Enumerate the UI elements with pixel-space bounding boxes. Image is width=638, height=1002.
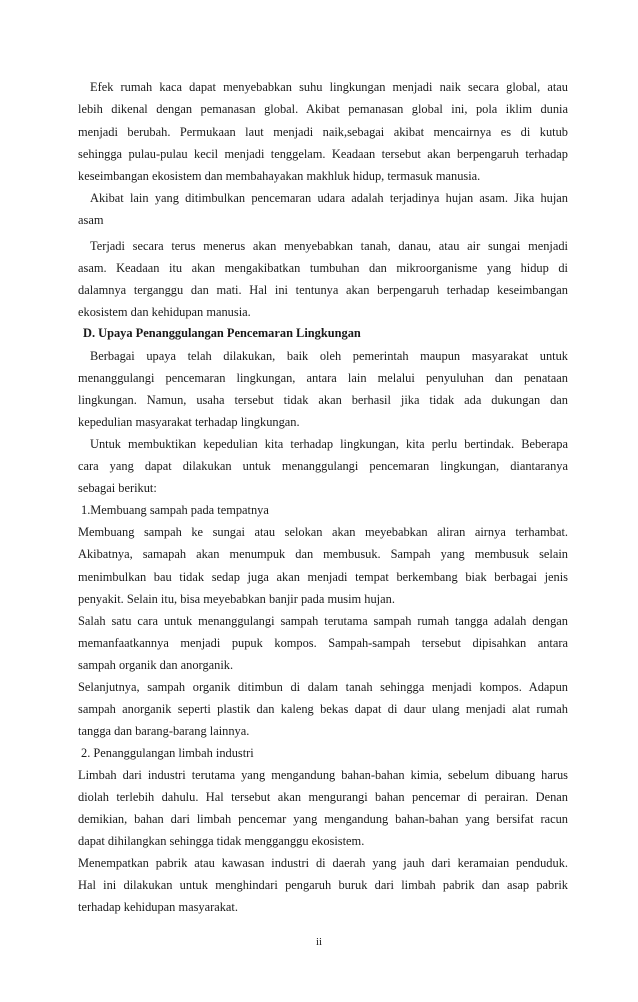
text-line: ekosistem dan kehidupan manusia.	[78, 305, 251, 319]
text-line: Membuang sampah ke sungai atau selokan akan meyebabkan aliran airnya terhambat.	[78, 525, 568, 539]
text-line: Terjadi secara terus menerus akan menyebabkan tanah, danau, atau air sungai menjadi	[90, 239, 568, 253]
text-line: sebagai berikut:	[78, 481, 157, 495]
text-line: memanfaatkannya menjadi pupuk kompos. Sampah-sampah tersebut dipisahkan antara	[78, 636, 568, 650]
text-line: dapat dihilangkan sehingga tidak mengganggu ekosistem.	[78, 834, 365, 848]
text-line: Akibat lain yang ditimbulkan pencemaran udara adalah terjadinya hujan asam. Jika hujan	[90, 191, 568, 205]
text-line: dalamnya terganggu dan mati. Hal ini tentunya akan berpengaruh terhadap keseimbangan	[78, 283, 568, 297]
text-line: cara yang dapat dilakukan untuk menanggulangi pencemaran lingkungan, diantaranya	[78, 459, 568, 473]
text-line: tangga dan barang-barang lainnya.	[78, 724, 250, 738]
text-line: diolah terlebih dahulu. Hal tersebut akan mengurangi bahan pencemar di perairan. Denan	[78, 790, 568, 804]
text-line: Limbah dari industri terutama yang mengandung bahan-bahan kimia, sebelum dibuang harus	[78, 768, 568, 782]
text-line: Untuk membuktikan kepedulian kita terhadap lingkungan, kita perlu bertindak. Beberapa	[90, 437, 568, 451]
text-line: lingkungan. Namun, usaha tersebut tidak akan berhasil jika tidak ada dukungan dan	[78, 393, 568, 407]
text-line: lebih dikenal dengan pemanasan global. Akibat pemanasan global ini, pola iklim dunia	[78, 102, 568, 116]
text-line: menjadi berubah. Permukaan laut menjadi naik,sebagai akibat mencairnya es di kutub	[78, 125, 568, 139]
text-line: sehingga pulau-pulau kecil menjadi tenggelam. Keadaan tersebut akan berpengaruh terhadap	[78, 147, 568, 161]
text-line: menimbulkan bau tidak sedap juga akan menjadi tempat berkembang biak berbagai jenis	[78, 570, 568, 584]
text-line: asam. Keadaan itu akan mengakibatkan tumbuhan dan mikroorganisme yang hidup di	[78, 261, 568, 275]
text-line: Efek rumah kaca dapat menyebabkan suhu lingkungan menjadi naik secara global, atau	[90, 80, 568, 94]
text-line: kepedulian masyarakat terhadap lingkungan.	[78, 415, 300, 429]
text-line: sampah anorganik seperti plastik dan kaleng bekas dapat di daur ulang menjadi alat rumah	[78, 702, 568, 716]
text-line: sampah organik dan anorganik.	[78, 658, 234, 672]
text-line: Menempatkan pabrik atau kawasan industri di daerah yang jauh dari keramaian penduduk.	[78, 856, 568, 870]
text-line: asam	[78, 213, 104, 227]
text-line: Akibatnya, samapah akan menumpuk dan membusuk. Sampah yang membusuk selain	[78, 547, 568, 561]
page-number: ii	[315, 936, 323, 948]
text-line: terhadap kehidupan masyarakat.	[78, 900, 238, 914]
text-line: Salah satu cara untuk menanggulangi sampah terutama sampah rumah tangga adalah dengan	[78, 614, 568, 628]
text-line: Hal ini dilakukan untuk menghindari pengaruh buruk dari limbah pabrik dan asap pabrik	[78, 878, 568, 892]
text-line: Selanjutnya, sampah organik ditimbun di dalam tanah sehingga menjadi kompos. Adapun	[78, 680, 568, 694]
text-line: menanggulangi pencemaran lingkungan, antara lain melalui penyuluhan dan penataan	[78, 371, 568, 385]
list-item-heading: 1.Membuang sampah pada tempatnya	[81, 503, 269, 517]
list-item-heading: 2. Penanggulangan limbah industri	[81, 746, 254, 760]
text-line: keseimbangan ekosistem dan membahayakan makhluk hidup, termasuk manusia.	[78, 169, 481, 183]
text-line: penyakit. Selain itu, bisa meyebabkan banjir pada musim hujan.	[78, 592, 395, 606]
text-line: demikian, bahan dari limbah pencemar yang mengandung bahan-bahan yang bersifat racun	[78, 812, 568, 826]
section-heading: D. Upaya Penanggulangan Pencemaran Lingkungan	[83, 326, 361, 340]
text-line: Berbagai upaya telah dilakukan, baik oleh pemerintah maupun masyarakat untuk	[90, 349, 568, 363]
